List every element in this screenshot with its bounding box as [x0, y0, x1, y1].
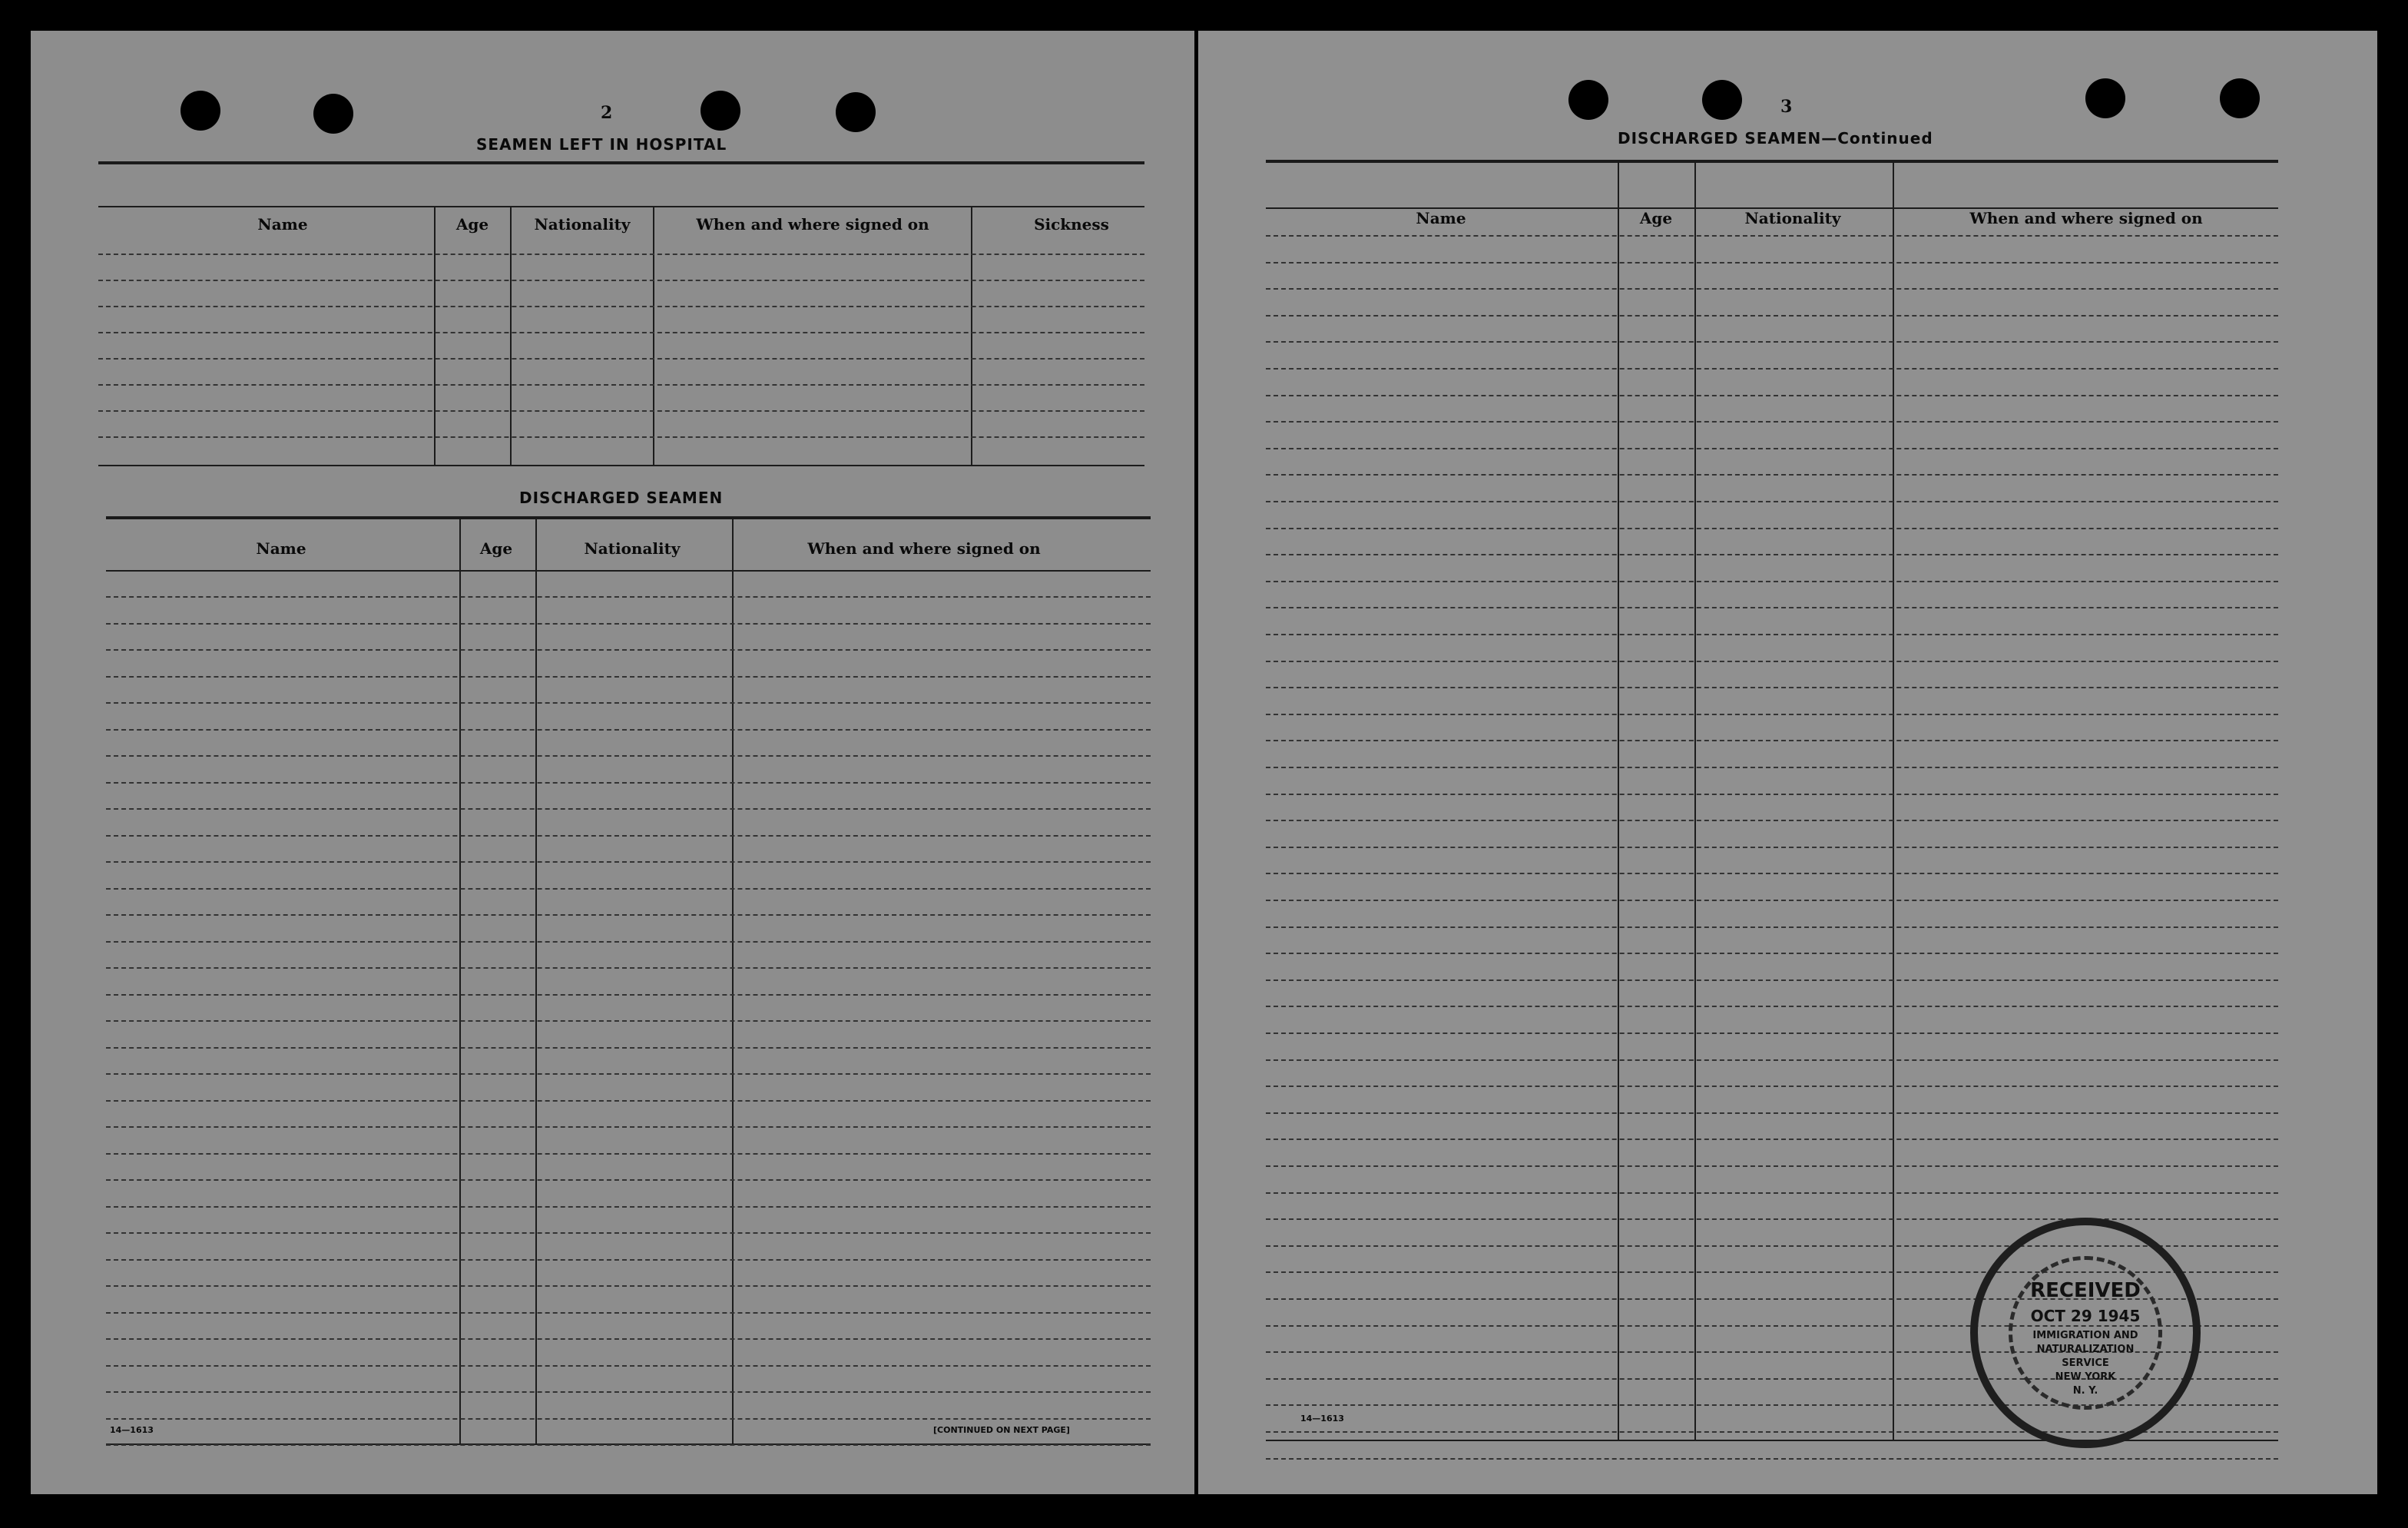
ruled-row-line [98, 436, 1144, 438]
ruled-row-line [106, 861, 1151, 863]
ruled-row-line [106, 729, 1151, 731]
ruled-row-line [106, 914, 1151, 916]
column-divider [1618, 163, 1619, 1440]
stamp-received: RECEIVED [2030, 1279, 2141, 1302]
ruled-row-line [1266, 1006, 2278, 1007]
ruled-row-line [106, 1126, 1151, 1128]
ruled-row-line [106, 649, 1151, 651]
ruled-row-line [106, 1418, 1151, 1420]
column-divider [459, 519, 461, 1443]
col-header-name: Name [257, 215, 308, 234]
ruled-row-line [106, 1153, 1151, 1155]
ruled-row-line [1266, 1059, 2278, 1061]
col-header-name: Name [1416, 209, 1466, 227]
ruled-row-line [1266, 235, 2278, 237]
ruled-row-line [1266, 315, 2278, 317]
ruled-row-line [1266, 288, 2278, 290]
column-divider [434, 207, 436, 465]
column-divider [971, 207, 972, 465]
ruled-row-line [1266, 1165, 2278, 1167]
discharged-section-title: DISCHARGED SEAMEN [519, 489, 724, 507]
ruled-row-line [1266, 873, 2278, 874]
col-header-age: Age [479, 539, 513, 558]
ruled-row-line [98, 410, 1144, 412]
ruled-row-line [1266, 847, 2278, 848]
ruled-row-line [1266, 1086, 2278, 1087]
ruled-row-line [106, 1259, 1151, 1261]
punch-hole [1568, 80, 1608, 120]
ruled-row-line [1266, 528, 2278, 529]
col-header-name: Name [256, 539, 306, 558]
table-rule [1266, 160, 2278, 163]
punch-hole [181, 91, 220, 131]
col-header-age: Age [455, 215, 489, 234]
ruled-row-line [1266, 1112, 2278, 1114]
stamp-line: SERVICE [2062, 1357, 2109, 1369]
ruled-row-line [106, 596, 1151, 598]
form-number: 14—1613 [1300, 1414, 1344, 1424]
column-divider [1694, 163, 1696, 1440]
punch-hole [2220, 78, 2260, 118]
col-header-signed-on: When and where signed on [696, 215, 929, 234]
table-rule [98, 465, 1144, 466]
ruled-row-line [106, 1206, 1151, 1208]
col-header-signed-on: When and where signed on [1969, 209, 2203, 227]
ruled-row-line [1266, 687, 2278, 688]
ruled-row-line [1266, 900, 2278, 901]
ruled-row-line [106, 1047, 1151, 1049]
ruled-row-line [1266, 262, 2278, 264]
punch-hole [1702, 80, 1742, 120]
punch-hole [701, 91, 740, 131]
ruled-row-line [106, 1020, 1151, 1022]
punch-hole [2085, 78, 2125, 118]
ruled-row-line [106, 1100, 1151, 1102]
col-header-sickness: Sickness [1034, 215, 1109, 234]
ruled-row-line [1266, 979, 2278, 981]
left-page [31, 31, 1194, 1494]
ruled-row-line [1266, 1032, 2278, 1034]
hospital-section-title: SEAMEN LEFT IN HOSPITAL [476, 135, 727, 154]
col-header-nationality: Nationality [1744, 209, 1841, 227]
ruled-row-line [106, 782, 1151, 784]
ruled-row-line [106, 808, 1151, 810]
ruled-row-line [106, 1179, 1151, 1181]
right-page [1198, 31, 2377, 1494]
col-header-age: Age [1639, 209, 1673, 227]
hospital-table [98, 161, 1144, 469]
ruled-row-line [1266, 820, 2278, 821]
col-header-nationality: Nationality [534, 215, 631, 234]
stamp-date: OCT 29 1945 [2030, 1307, 2141, 1325]
ruled-row-line [106, 835, 1151, 837]
ruled-row-line [1266, 740, 2278, 741]
page-number: 3 [1780, 97, 1793, 117]
ruled-row-line [1266, 607, 2278, 608]
column-divider [510, 207, 512, 465]
ruled-row-line [1266, 341, 2278, 343]
column-divider [1893, 163, 1894, 1440]
ruled-row-line [1266, 448, 2278, 449]
stamp-line: N. Y. [2072, 1385, 2098, 1397]
ruled-row-line [1266, 395, 2278, 396]
stamp-line: IMMIGRATION AND [2032, 1330, 2138, 1341]
ruled-row-line [106, 1365, 1151, 1367]
ruled-row-line [1266, 926, 2278, 928]
ruled-row-line [98, 358, 1144, 360]
ruled-row-line [1266, 634, 2278, 635]
ruled-row-line [106, 676, 1151, 678]
form-number: 14—1613 [110, 1425, 154, 1435]
continued-note: [CONTINUED ON NEXT PAGE] [933, 1425, 1070, 1435]
ruled-row-line [98, 384, 1144, 386]
table-rule [98, 161, 1144, 164]
stamp-line: NATURALIZATION [2036, 1344, 2135, 1355]
ruled-row-line [106, 1391, 1151, 1393]
ruled-row-line [106, 1073, 1151, 1075]
ruled-row-line [98, 332, 1144, 333]
column-divider [732, 519, 734, 1443]
ruled-row-line [1266, 1218, 2278, 1220]
ruled-row-line [106, 755, 1151, 757]
discharged-table [106, 516, 1151, 1450]
ruled-row-line [1266, 1192, 2278, 1194]
ruled-row-line [106, 702, 1151, 704]
ruled-row-line [106, 1338, 1151, 1340]
discharged-continued-title: DISCHARGED SEAMEN—Continued [1618, 129, 1933, 147]
table-rule [106, 570, 1151, 572]
ruled-row-line [1266, 554, 2278, 555]
ruled-row-line [106, 967, 1151, 969]
ruled-row-line [1266, 421, 2278, 423]
ruled-row-line [1266, 581, 2278, 582]
ruled-row-line [98, 306, 1144, 307]
ruled-row-line [106, 1285, 1151, 1287]
ruled-row-line [1266, 661, 2278, 662]
column-divider [653, 207, 654, 465]
col-header-nationality: Nationality [584, 539, 681, 558]
ruled-row-line [1266, 794, 2278, 795]
col-header-signed-on: When and where signed on [807, 539, 1041, 558]
page-number: 2 [601, 103, 613, 123]
received-stamp [1970, 1218, 2201, 1448]
ruled-row-line [106, 994, 1151, 996]
ruled-row-line [1266, 501, 2278, 502]
stamp-line: NEW YORK [2055, 1371, 2116, 1383]
ruled-row-line [106, 1232, 1151, 1234]
ruled-row-line [1266, 714, 2278, 715]
ruled-row-line [1266, 1458, 2278, 1460]
ruled-row-line [106, 888, 1151, 890]
ruled-row-line [98, 254, 1144, 255]
ruled-row-line [98, 280, 1144, 281]
ruled-row-line [106, 1312, 1151, 1314]
column-divider [535, 519, 537, 1443]
ruled-row-line [1266, 767, 2278, 768]
ruled-row-line [106, 623, 1151, 625]
table-rule [98, 206, 1144, 207]
ruled-row-line [1266, 474, 2278, 476]
punch-hole [836, 92, 876, 132]
ruled-row-line [1266, 1139, 2278, 1140]
table-rule [106, 516, 1151, 519]
ruled-row-line [106, 1444, 1151, 1446]
ruled-row-line [106, 941, 1151, 943]
ruled-row-line [1266, 368, 2278, 370]
punch-hole [313, 94, 353, 134]
ruled-row-line [1266, 953, 2278, 954]
